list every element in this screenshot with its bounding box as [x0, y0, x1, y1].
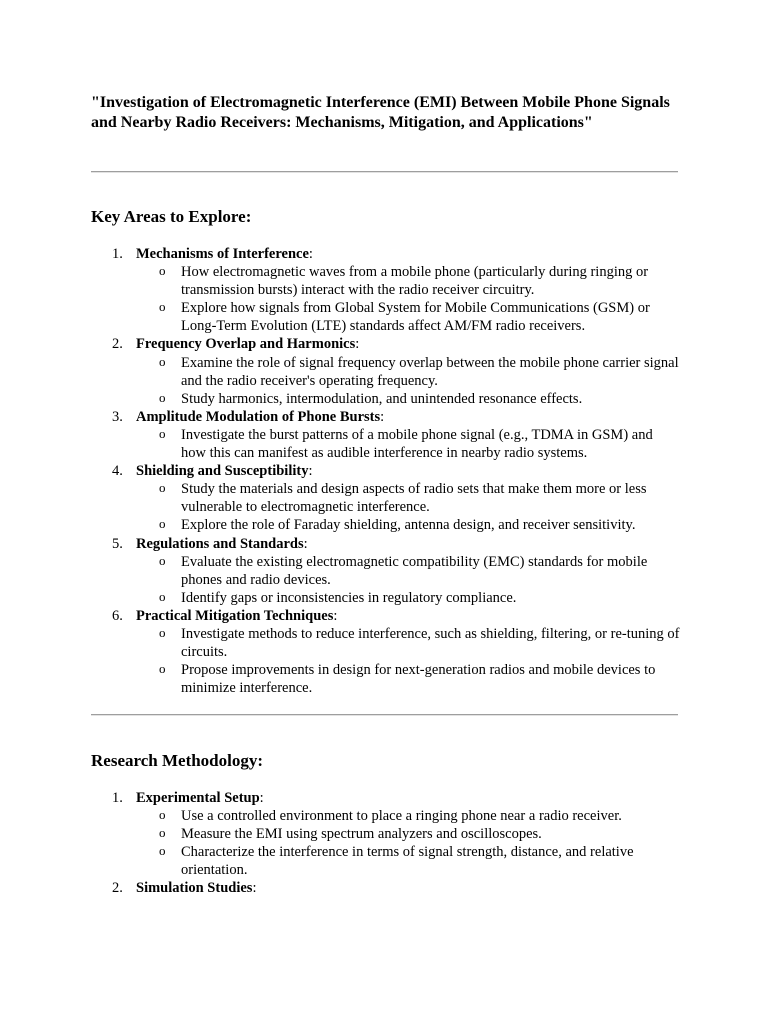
sub-item-text: Characterize the interference in terms of signal strength, distance, and relative orientation. — [181, 844, 634, 879]
bullet-icon: o — [159, 516, 166, 532]
item-title: Mechanisms of Interference — [136, 246, 309, 262]
item-number: 6. — [112, 607, 123, 624]
sub-list-item — [136, 843, 681, 879]
item-title-suffix: : — [303, 535, 308, 552]
item-title: Practical Mitigation Techniques — [136, 607, 334, 624]
methodology-list — [91, 789, 681, 898]
sub-list — [136, 807, 681, 879]
item-title-suffix: : — [308, 246, 313, 262]
sub-item-text: How electromagnetic waves from a mobile phone (particularly during ringing or transmission bursts) interact with the radio receiver circuitry. — [181, 264, 649, 299]
item-title: Amplitude Modulation of Phone Bursts — [136, 408, 381, 425]
item-title-suffix: : — [252, 880, 257, 897]
sub-item-text: Explore how signals from Global System for Mobile Communications (GSM) or Long-Term Evolution (LTE) standards affect AM/FM radio receivers. — [181, 300, 650, 335]
bullet-icon: o — [159, 843, 166, 859]
sub-list-item — [136, 354, 681, 390]
sub-list — [136, 426, 681, 462]
bullet-icon: o — [159, 299, 166, 315]
list-item — [91, 879, 681, 897]
item-number: 3. — [112, 408, 123, 425]
sub-list-item — [136, 480, 681, 516]
methodology-heading: Research Methodology: — [91, 751, 264, 770]
item-title-suffix: : — [380, 408, 385, 425]
sub-list-item — [136, 516, 681, 534]
sub-list — [136, 354, 681, 408]
sub-list-item — [136, 553, 681, 589]
sub-list-item — [136, 807, 681, 825]
sub-list — [136, 553, 681, 607]
sub-list-item — [136, 299, 681, 335]
bullet-icon: o — [159, 825, 166, 841]
key-areas-list — [91, 245, 681, 697]
sub-item-text: Investigate methods to reduce interference, such as shielding, filtering, or re-tuning of circuits. — [181, 625, 680, 661]
sub-item-text: Measure the EMI using spectrum analyzers and oscilloscopes. — [181, 826, 542, 843]
bullet-icon: o — [159, 353, 166, 369]
item-title-suffix: : — [308, 463, 313, 480]
item-number: 2. — [112, 880, 123, 897]
bullet-icon: o — [159, 624, 166, 640]
sub-list-item — [136, 661, 681, 697]
document-title: "Investigation of Electromagnetic Interference (EMI) Between Mobile Phone Signals and Nearby Radio Receivers: Mechanisms, Mitigation, and Applications" — [91, 94, 670, 131]
item-title: Shielding and Susceptibility — [136, 463, 309, 480]
sub-item-text: Study harmonics, intermodulation, and unintended resonance effects. — [181, 390, 583, 407]
sub-list — [136, 263, 681, 335]
list-item — [91, 408, 681, 462]
sub-item-text: Propose improvements in design for next-generation radios and mobile devices to minimize interference. — [181, 662, 656, 697]
sub-item-text: Explore the role of Faraday shielding, antenna design, and receiver sensitivity. — [181, 517, 636, 534]
bullet-icon: o — [159, 807, 166, 823]
sub-list-item — [136, 625, 681, 661]
sub-item-text: Investigate the burst patterns of a mobile phone signal (e.g., TDMA in GSM) and how this can manifest as audible interference in nearby radio systems. — [181, 426, 653, 462]
item-title: Regulations and Standards — [136, 535, 304, 552]
item-number: 2. — [112, 336, 123, 353]
sub-list-item — [136, 263, 681, 299]
sub-item-text: Evaluate the existing electromagnetic compatibility (EMC) standards for mobile phones and radio devices. — [181, 553, 648, 588]
sub-list-item — [136, 589, 681, 607]
list-item — [91, 789, 681, 879]
item-title: Simulation Studies — [136, 880, 253, 897]
item-number: 4. — [112, 463, 123, 480]
item-title: Frequency Overlap and Harmonics — [136, 336, 356, 353]
horizontal-rule — [91, 171, 678, 173]
horizontal-rule — [91, 714, 678, 716]
item-title-suffix: : — [333, 607, 338, 624]
sub-item-text: Examine the role of signal frequency overlap between the mobile phone carrier signal and the radio receiver's operating frequency. — [181, 354, 679, 389]
bullet-icon: o — [159, 425, 166, 441]
list-item — [91, 535, 681, 607]
bullet-icon: o — [159, 389, 166, 405]
item-number: 5. — [112, 535, 123, 552]
sub-list-item — [136, 825, 681, 843]
list-item — [91, 607, 681, 697]
list-item — [91, 462, 681, 534]
list-item — [91, 335, 681, 407]
item-title-suffix: : — [259, 790, 264, 806]
list-item — [91, 245, 681, 335]
item-title-suffix: : — [355, 336, 360, 353]
bullet-icon: o — [159, 480, 166, 496]
sub-list-item — [136, 426, 681, 462]
sub-item-text: Study the materials and design aspects of radio sets that make them more or less vulnerable to electromagnetic interference. — [181, 481, 647, 516]
key-areas-heading: Key Areas to Explore: — [91, 207, 252, 226]
item-title: Experimental Setup — [136, 790, 260, 806]
bullet-icon: o — [159, 263, 166, 279]
sub-item-text: Use a controlled environment to place a ringing phone near a radio receiver. — [181, 808, 622, 825]
sub-list — [136, 625, 681, 697]
item-number: 1. — [112, 246, 123, 262]
bullet-icon: o — [159, 661, 166, 677]
sub-list — [136, 480, 681, 534]
bullet-icon: o — [159, 588, 166, 604]
item-number: 1. — [112, 790, 123, 806]
sub-item-text: Identify gaps or inconsistencies in regulatory compliance. — [181, 589, 517, 606]
sub-list-item — [136, 390, 681, 408]
bullet-icon: o — [159, 552, 166, 568]
